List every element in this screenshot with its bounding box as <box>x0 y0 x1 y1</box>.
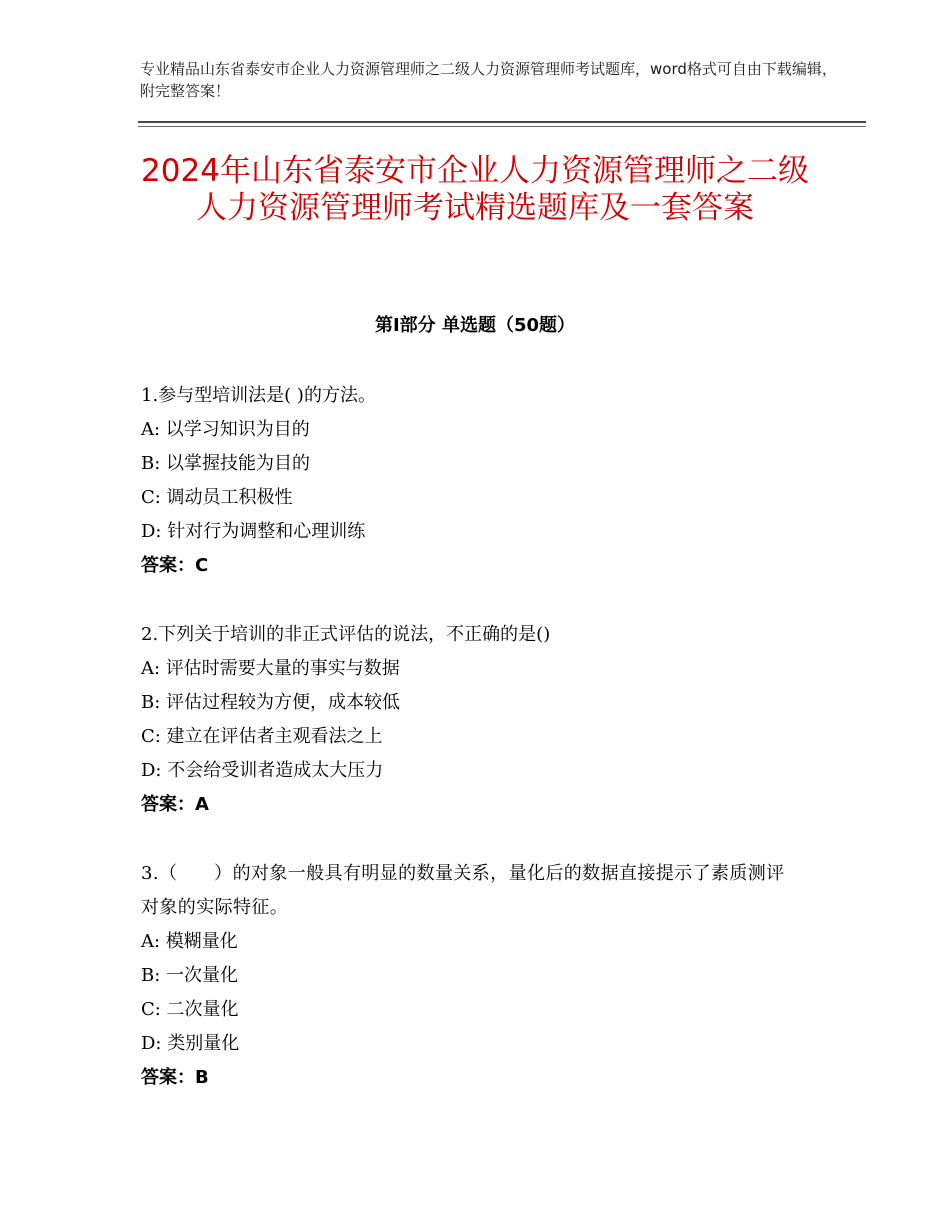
header-rule-thin <box>138 126 866 127</box>
option-c: C: 二次量化 <box>141 999 239 1020</box>
header-note: 专业精品山东省泰安市企业人力资源管理师之二级人力资源管理师考试题库，word格式可自由下载编辑，附完整答案！ <box>140 60 837 100</box>
question-stem: 2.下列关于培训的非正式评估的说法，不正确的是() <box>141 624 551 645</box>
option-c: C: 建立在评估者主观看法之上 <box>141 726 383 747</box>
document-title: 2024年山东省泰安市企业人力资源管理师之二级人力资源管理师考试精选题库及一套答案 <box>141 153 809 226</box>
option-a: A: 以学习知识为目的 <box>141 419 310 440</box>
answer: 答案：B <box>141 1067 209 1088</box>
header-rule-thick <box>138 121 866 123</box>
answer: 答案：A <box>141 794 209 815</box>
option-d: D: 不会给受训者造成太大压力 <box>141 760 384 781</box>
question-stem: 3.（ ）的对象一般具有明显的数量关系，量化后的数据直接提示了素质测评对象的实际特征。 <box>141 863 785 918</box>
question-3 <box>141 857 821 1095</box>
option-a: A: 模糊量化 <box>141 931 238 952</box>
option-b: B: 以掌握技能为目的 <box>141 453 311 474</box>
answer: 答案：C <box>141 555 209 576</box>
option-b: B: 一次量化 <box>141 965 239 986</box>
section-title: 第Ⅰ部分 单选题（50题） <box>374 315 575 336</box>
option-d: D: 类别量化 <box>141 1033 240 1054</box>
option-d: D: 针对行为调整和心理训练 <box>141 521 366 542</box>
question-1 <box>141 379 821 583</box>
option-c: C: 调动员工积极性 <box>141 487 293 508</box>
question-stem: 1.参与型培训法是( )的方法。 <box>141 385 376 406</box>
option-b: B: 评估过程较为方便，成本较低 <box>141 692 401 713</box>
question-2 <box>141 618 821 822</box>
option-a: A: 评估时需要大量的事实与数据 <box>141 658 400 679</box>
